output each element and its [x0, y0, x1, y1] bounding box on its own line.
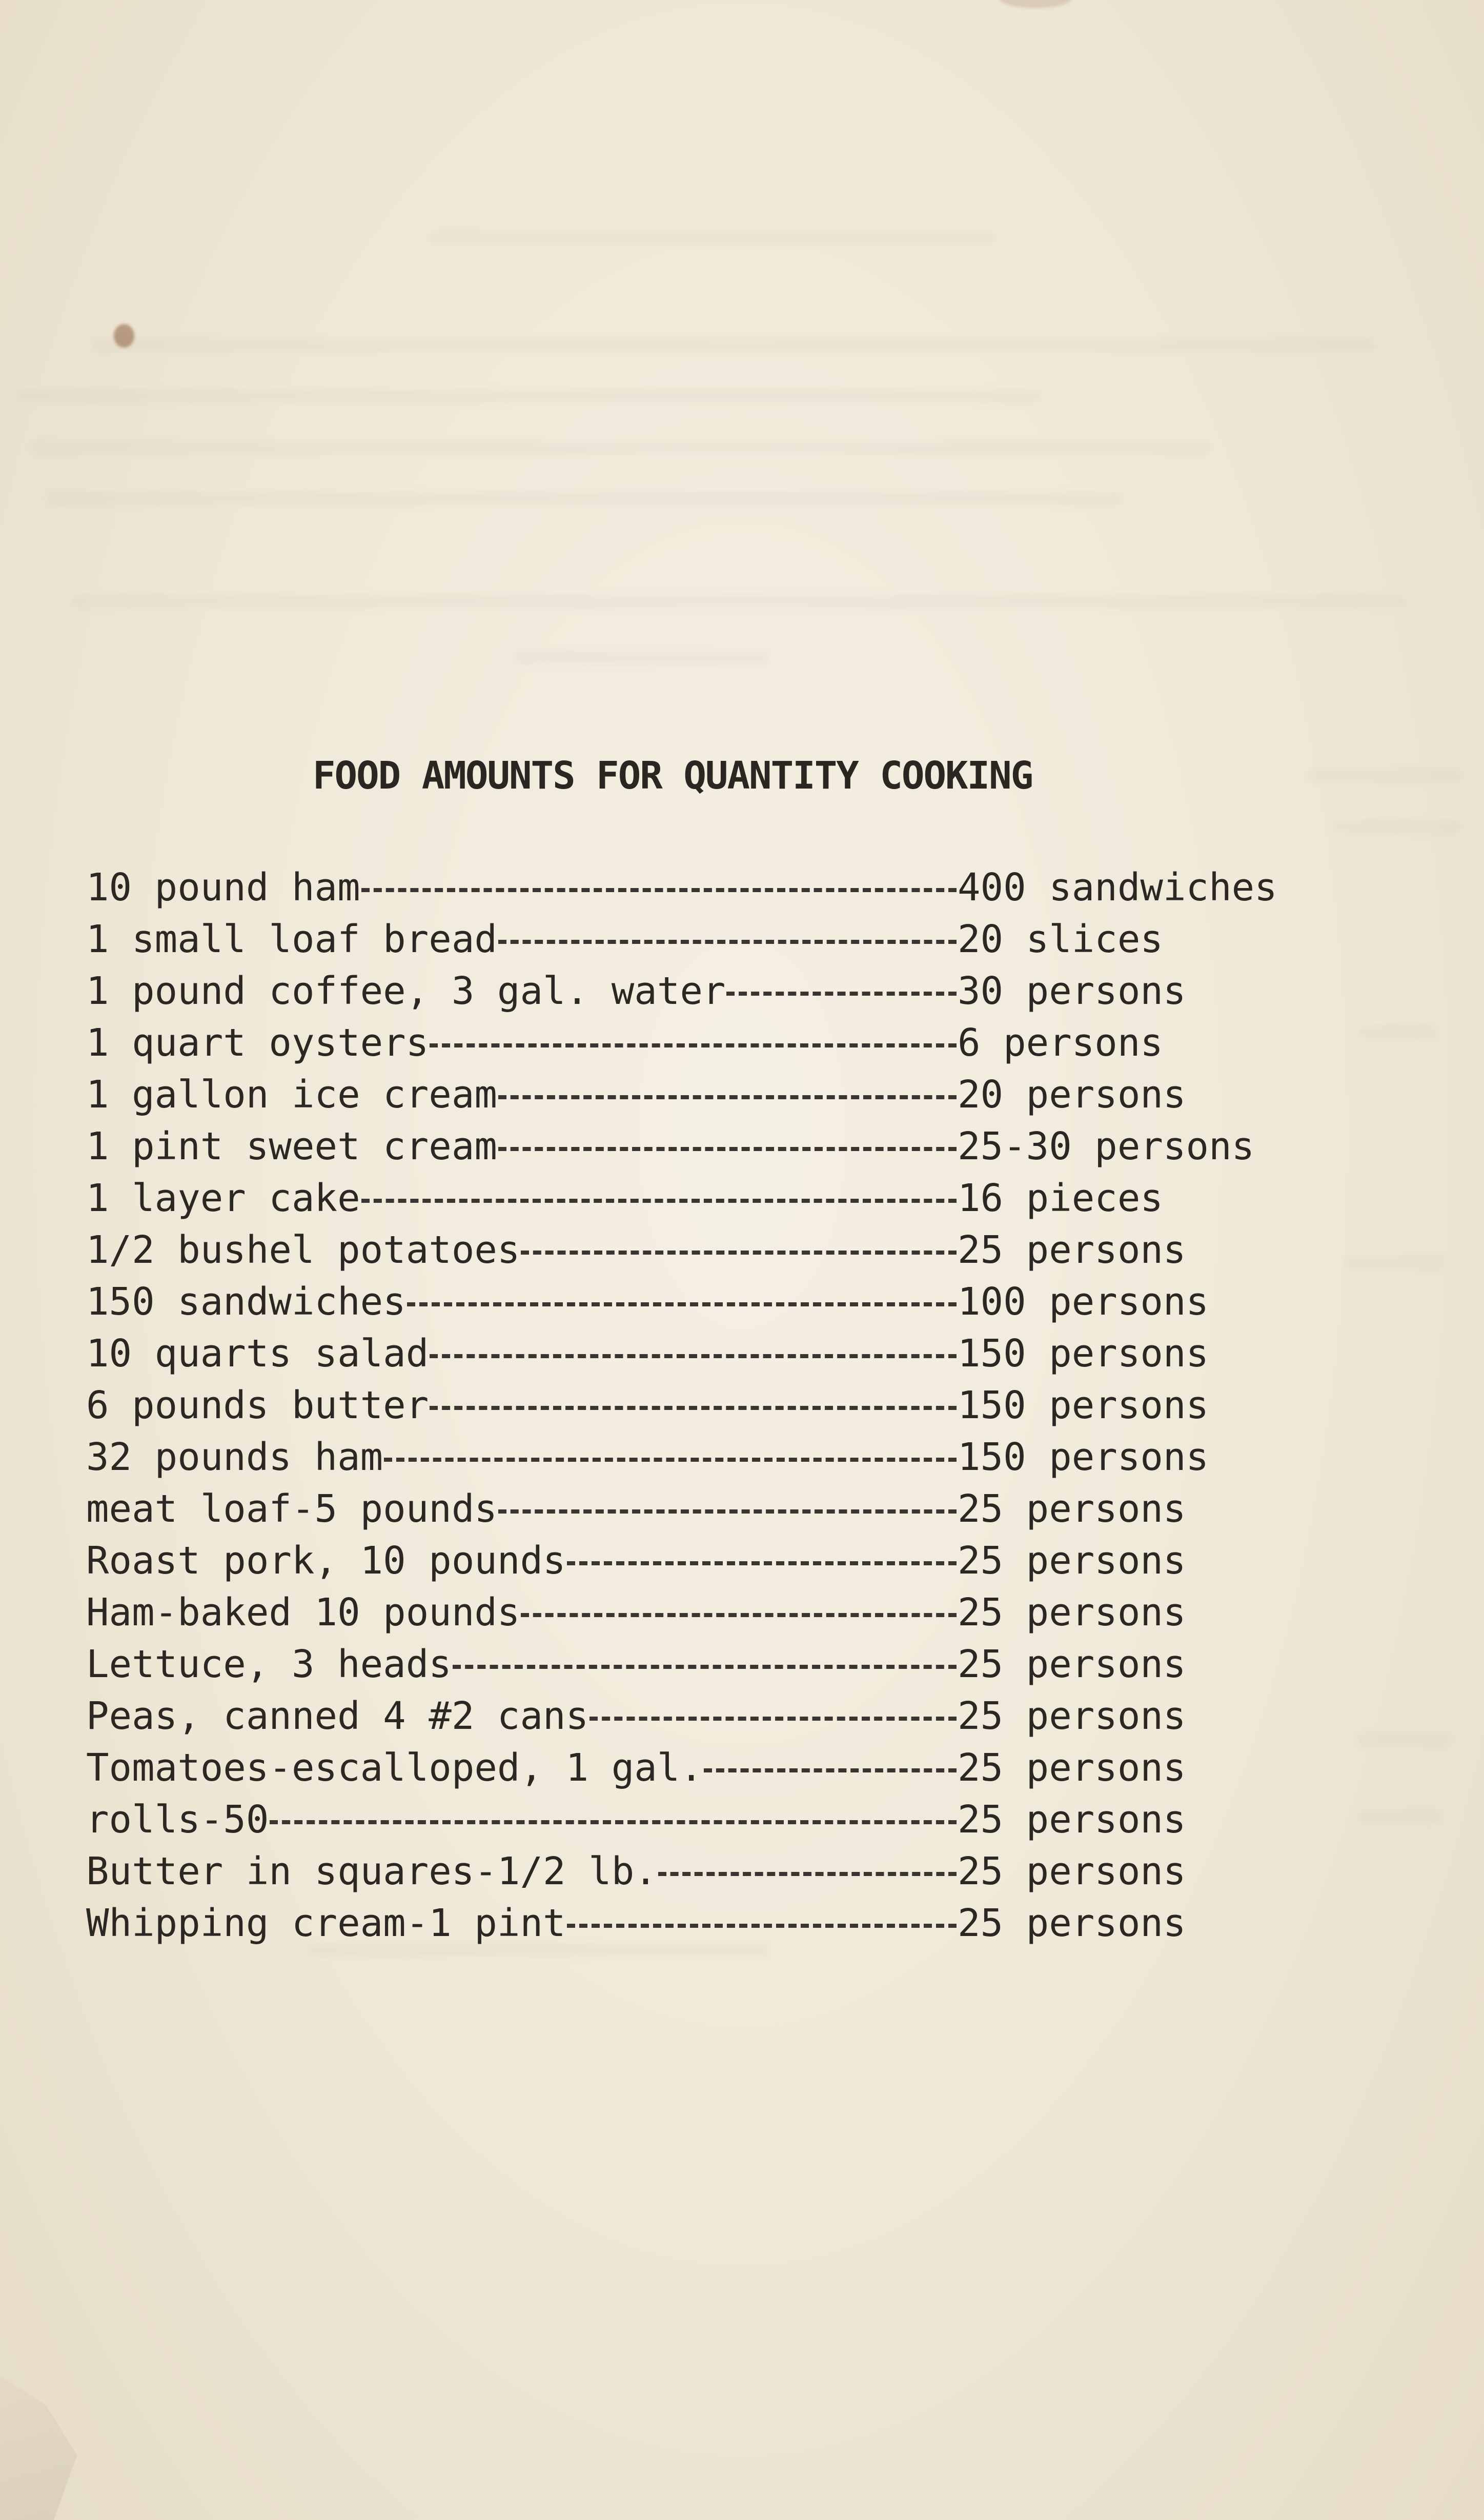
food-item: 6 pounds butter — [86, 1383, 429, 1427]
food-item: 1 quart oysters — [86, 1020, 429, 1065]
item-with-leader — [86, 1435, 958, 1479]
dash-leader — [704, 1768, 957, 1772]
dash-leader — [361, 1199, 957, 1203]
item-with-leader — [86, 1694, 958, 1738]
document-title: FOOD AMOUNTS FOR QUANTITY COOKING — [313, 754, 1033, 798]
list-item — [86, 1069, 1419, 1120]
food-item: Ham-baked 10 pounds — [86, 1590, 520, 1635]
dash-leader — [726, 992, 957, 996]
food-item: 1 pound coffee, 3 gal. water — [86, 969, 726, 1013]
serving-yield: 16 pieces — [958, 1176, 1163, 1220]
dash-leader — [430, 1406, 957, 1410]
food-item: 1 small loaf bread — [86, 917, 497, 961]
food-item: 1 layer cake — [86, 1176, 360, 1220]
food-item: 10 quarts salad — [86, 1331, 429, 1376]
list-item — [86, 1017, 1419, 1069]
serving-yield: 25 persons — [958, 1486, 1186, 1531]
list-item — [86, 861, 1419, 913]
dash-leader — [361, 888, 957, 892]
serving-yield: 20 persons — [958, 1072, 1186, 1117]
serving-yield: 150 persons — [958, 1331, 1209, 1376]
item-with-leader — [86, 1332, 958, 1376]
serving-yield: 25 persons — [958, 1538, 1186, 1583]
serving-yield: 30 persons — [958, 969, 1186, 1013]
dash-leader — [498, 1147, 957, 1151]
serving-yield: 25 persons — [958, 1227, 1186, 1272]
item-with-leader — [86, 969, 958, 1013]
list-item — [86, 1742, 1419, 1793]
list-item — [86, 1224, 1419, 1276]
food-amounts-list — [86, 861, 1419, 1949]
food-item: 32 pounds ham — [86, 1435, 383, 1479]
item-with-leader — [86, 1124, 958, 1168]
dash-leader — [407, 1302, 957, 1306]
list-item — [86, 1327, 1419, 1379]
item-with-leader — [86, 1176, 958, 1220]
list-item — [86, 1379, 1419, 1431]
item-with-leader — [86, 1901, 958, 1945]
list-item — [86, 965, 1419, 1017]
item-with-leader — [86, 1280, 958, 1324]
serving-yield: 6 persons — [958, 1020, 1163, 1065]
food-item: rolls-50 — [86, 1797, 269, 1842]
serving-yield: 20 slices — [958, 917, 1163, 961]
serving-yield: 25 persons — [958, 1849, 1186, 1893]
torn-corner — [0, 2376, 77, 2520]
item-with-leader — [86, 1798, 958, 1842]
dash-leader — [270, 1820, 957, 1824]
item-with-leader — [86, 1849, 958, 1893]
food-item: Butter in squares-1/2 lb. — [86, 1849, 657, 1893]
serving-yield: 25 persons — [958, 1901, 1186, 1945]
dash-leader — [430, 1043, 957, 1047]
item-with-leader — [86, 917, 958, 961]
list-item — [86, 1431, 1419, 1483]
serving-yield: 25-30 persons — [958, 1124, 1255, 1168]
food-item: Lettuce, 3 heads — [86, 1642, 452, 1686]
serving-yield: 25 persons — [958, 1590, 1186, 1635]
serving-yield: 150 persons — [958, 1383, 1209, 1427]
food-item: Peas, canned 4 #2 cans — [86, 1694, 589, 1738]
item-with-leader — [86, 1487, 958, 1531]
dash-leader — [521, 1251, 957, 1255]
dash-leader — [384, 1458, 957, 1462]
dash-leader — [453, 1665, 957, 1669]
list-item — [86, 1690, 1419, 1742]
list-item — [86, 1897, 1419, 1949]
item-with-leader — [86, 1746, 958, 1790]
item-with-leader — [86, 865, 958, 910]
item-with-leader — [86, 1383, 958, 1427]
list-item — [86, 1793, 1419, 1845]
dash-leader — [498, 1095, 957, 1099]
dash-leader — [567, 1924, 957, 1928]
serving-yield: 25 persons — [958, 1745, 1186, 1790]
item-with-leader — [86, 1642, 958, 1686]
serving-yield: 100 persons — [958, 1279, 1209, 1324]
serving-yield: 25 persons — [958, 1694, 1186, 1738]
item-with-leader — [86, 1021, 958, 1065]
food-item: Roast pork, 10 pounds — [86, 1538, 566, 1583]
food-item: Whipping cream-1 pint — [86, 1901, 566, 1945]
serving-yield: 25 persons — [958, 1797, 1186, 1842]
ink-stain — [114, 324, 134, 348]
list-item — [86, 1845, 1419, 1897]
dash-leader — [521, 1613, 957, 1617]
list-item — [86, 1586, 1419, 1638]
serving-yield: 25 persons — [958, 1642, 1186, 1686]
food-item: Tomatoes-escalloped, 1 gal. — [86, 1745, 703, 1790]
item-with-leader — [86, 1073, 958, 1117]
food-item: 1 gallon ice cream — [86, 1072, 497, 1117]
top-edge-stain — [1000, 0, 1071, 8]
dash-leader — [567, 1561, 957, 1565]
dash-leader — [589, 1717, 957, 1721]
list-item — [86, 1120, 1419, 1172]
dash-leader — [658, 1872, 957, 1876]
serving-yield: 150 persons — [958, 1435, 1209, 1479]
item-with-leader — [86, 1539, 958, 1583]
item-with-leader — [86, 1590, 958, 1635]
list-item — [86, 1535, 1419, 1586]
serving-yield: 400 sandwiches — [958, 865, 1277, 910]
food-item: 150 sandwiches — [86, 1279, 406, 1324]
food-item: meat loaf-5 pounds — [86, 1486, 497, 1531]
list-item — [86, 1276, 1419, 1327]
list-item — [86, 1638, 1419, 1690]
list-item — [86, 913, 1419, 965]
food-item: 1 pint sweet cream — [86, 1124, 497, 1168]
item-with-leader — [86, 1228, 958, 1272]
list-item — [86, 1483, 1419, 1535]
dash-leader — [430, 1354, 957, 1358]
food-item: 10 pound ham — [86, 865, 360, 910]
dash-leader — [498, 940, 957, 944]
food-item: 1/2 bushel potatoes — [86, 1227, 520, 1272]
list-item — [86, 1172, 1419, 1224]
dash-leader — [498, 1509, 957, 1514]
